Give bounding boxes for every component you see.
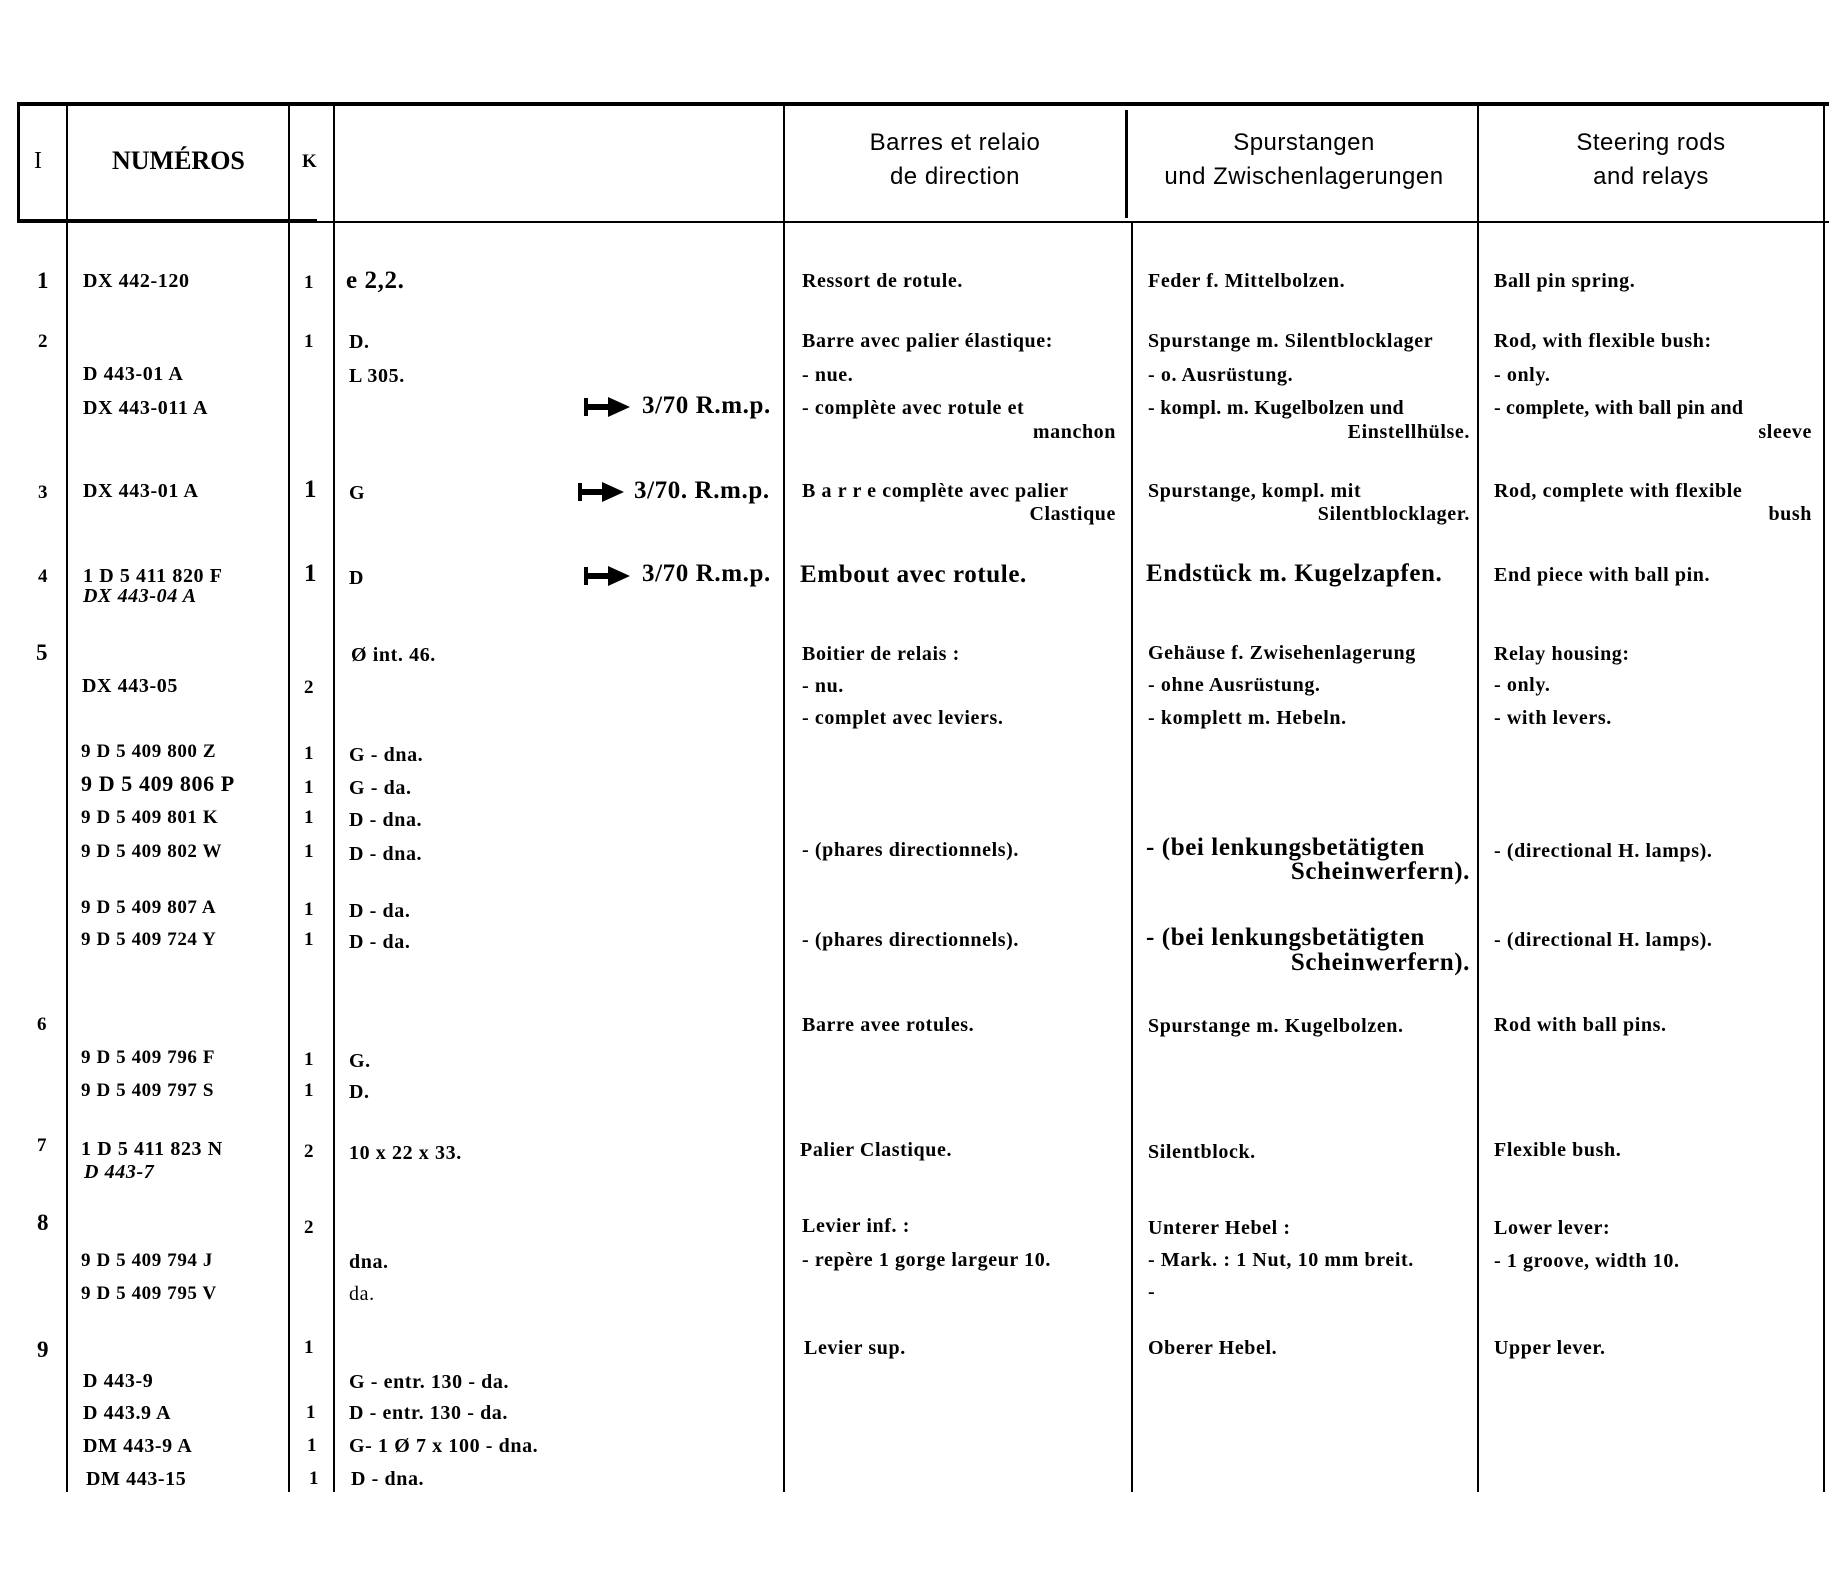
desc-fr: Levier sup. xyxy=(804,1337,906,1359)
note: da. xyxy=(349,1283,375,1305)
part-number: 9 D 5 409 724 Y xyxy=(81,929,217,950)
note: D - entr. 130 - da. xyxy=(349,1402,508,1424)
desc-en: - only. xyxy=(1494,674,1551,696)
part-number: 1 D 5 411 820 F xyxy=(83,565,223,587)
row-number: 4 xyxy=(38,566,49,587)
part-number: 9 D 5 409 796 F xyxy=(81,1047,216,1068)
desc-fr: - complète avec rotule et xyxy=(802,397,1025,419)
note: D - dna. xyxy=(351,1468,425,1490)
desc-fr: Levier inf. : xyxy=(802,1215,910,1237)
desc-en: - only. xyxy=(1494,364,1551,386)
desc-de: Silentblock. xyxy=(1148,1141,1256,1163)
modification-arrow-icon xyxy=(584,565,632,587)
col-divider-index xyxy=(66,102,68,1492)
quantity: 1 xyxy=(304,1049,315,1070)
desc-de-cont: Silentblocklager. xyxy=(1317,503,1470,525)
col-divider-fr-header xyxy=(1125,110,1128,218)
row-number: 9 xyxy=(37,1337,50,1362)
part-number: 9 D 5 409 802 W xyxy=(81,841,223,862)
header-fr-line1: Barres et relaio xyxy=(869,129,1041,156)
part-number: DX 442-120 xyxy=(83,270,190,292)
header-bottom-rule xyxy=(17,219,317,223)
modification-arrow-icon xyxy=(584,396,632,418)
desc-en: - with levers. xyxy=(1494,707,1612,729)
modification-date: 3/70 R.m.p. xyxy=(642,560,771,587)
part-number: D 443.9 A xyxy=(83,1402,172,1424)
desc-fr: Boitier de relais : xyxy=(802,643,960,665)
quantity: 1 xyxy=(304,476,318,503)
note: D. xyxy=(349,331,370,353)
col-divider-en xyxy=(1823,102,1825,1492)
note: 10 x 22 x 33. xyxy=(349,1142,462,1164)
desc-en: - (directional H. lamps). xyxy=(1494,840,1713,862)
desc-de: Spurstange m. Kugelbolzen. xyxy=(1148,1015,1404,1037)
header-en-line1: Steering rods xyxy=(1576,129,1726,156)
desc-fr: Ressort de rotule. xyxy=(802,270,963,292)
desc-de: - xyxy=(1148,1281,1156,1303)
header-k: K xyxy=(302,151,317,172)
part-number: DX 443-05 xyxy=(82,675,178,697)
desc-fr: Palier Clastique. xyxy=(800,1139,953,1161)
desc-en-cont: bush xyxy=(1768,503,1812,525)
desc-fr: - nue. xyxy=(802,364,854,386)
part-number: DX 443-01 A xyxy=(83,480,199,502)
row-number: 1 xyxy=(37,268,50,293)
note: D - dna. xyxy=(349,843,423,865)
row-number: 2 xyxy=(38,331,49,352)
desc-de: Feder f. Mittelbolzen. xyxy=(1148,270,1346,292)
desc-fr-cont: manchon xyxy=(1032,421,1116,443)
desc-de: - ohne Ausrüstung. xyxy=(1148,674,1321,696)
desc-en-cont: sleeve xyxy=(1758,421,1812,443)
note: D xyxy=(349,567,365,589)
part-number: 9 D 5 409 795 V xyxy=(81,1283,217,1304)
desc-fr: - (phares directionnels). xyxy=(802,839,1020,861)
quantity: 1 xyxy=(304,841,315,862)
desc-de: Endstück m. Kugelzapfen. xyxy=(1146,560,1443,587)
quantity: 2 xyxy=(304,1141,315,1162)
quantity: 1 xyxy=(306,1402,317,1423)
row-number: 3 xyxy=(38,482,49,503)
part-number: DM 443-15 xyxy=(86,1468,187,1490)
row-number: 6 xyxy=(37,1014,48,1035)
note: D - dna. xyxy=(349,809,423,831)
quantity: 1 xyxy=(309,1468,320,1489)
desc-fr-cont: Clastique xyxy=(1029,503,1116,525)
desc-en: Upper lever. xyxy=(1494,1337,1606,1359)
note: D - da. xyxy=(349,900,411,922)
quantity: 1 xyxy=(304,1080,315,1101)
quantity: 1 xyxy=(304,899,315,920)
desc-de: - o. Ausrüstung. xyxy=(1148,364,1294,386)
desc-de: Gehäuse f. Zwisehenlagerung xyxy=(1148,642,1416,664)
part-number: DM 443-9 A xyxy=(83,1435,193,1457)
desc-de: - kompl. m. Kugelbolzen und xyxy=(1148,397,1404,419)
note: G. xyxy=(349,1050,371,1072)
modification-date: 3/70 R.m.p. xyxy=(642,392,771,419)
part-number: 9 D 5 409 801 K xyxy=(81,807,219,828)
desc-en: End piece with ball pin. xyxy=(1494,564,1711,586)
note: e 2,2. xyxy=(346,267,405,294)
note: G - entr. 130 - da. xyxy=(349,1371,510,1393)
note: D. xyxy=(349,1081,370,1103)
desc-de: - (bei lenkungsbetätigten xyxy=(1146,924,1425,951)
header-de-line1: Spurstangen xyxy=(1233,129,1375,156)
desc-fr: B a r r e complète avec palier xyxy=(802,480,1069,502)
part-number: D 443-9 xyxy=(83,1370,154,1392)
desc-fr: Embout avec rotule. xyxy=(800,561,1027,588)
quantity: 1 xyxy=(304,1337,315,1358)
desc-fr: - nu. xyxy=(802,675,844,697)
quantity: 1 xyxy=(304,560,318,587)
col-divider-numbers xyxy=(288,102,290,1492)
part-number: 9 D 5 409 800 Z xyxy=(81,741,217,762)
note: G - da. xyxy=(349,777,412,799)
header-numbers: NUMÉROS xyxy=(112,146,245,175)
part-number: 9 D 5 409 806 P xyxy=(81,771,235,796)
col-divider-fr xyxy=(1131,221,1133,1492)
desc-de: Spurstange m. Silentblocklager xyxy=(1148,330,1434,352)
note: D - da. xyxy=(349,931,411,953)
note: L 305. xyxy=(349,365,405,387)
note: G xyxy=(349,482,366,504)
part-number: DX 443-011 A xyxy=(83,397,208,419)
quantity: 1 xyxy=(307,1435,318,1456)
quantity: 1 xyxy=(304,331,315,352)
desc-en: Rod, with flexible bush: xyxy=(1494,330,1712,352)
desc-de: Oberer Hebel. xyxy=(1148,1337,1278,1359)
part-number: 9 D 5 409 794 J xyxy=(81,1250,213,1271)
desc-en: - 1 groove, width 10. xyxy=(1494,1250,1680,1272)
desc-fr: Barre avee rotules. xyxy=(802,1014,975,1036)
part-number: D 443-01 A xyxy=(83,363,184,385)
desc-de: - Mark. : 1 Nut, 10 mm breit. xyxy=(1148,1249,1414,1271)
desc-en: Relay housing: xyxy=(1494,643,1630,665)
desc-fr: Barre avec palier élastique: xyxy=(802,330,1054,352)
row-number: 5 xyxy=(36,640,49,665)
col-divider-k xyxy=(333,102,335,1492)
header-index: I xyxy=(34,148,42,174)
desc-de: Unterer Hebel : xyxy=(1148,1217,1291,1239)
note: dna. xyxy=(349,1251,389,1273)
desc-de: - komplett m. Hebeln. xyxy=(1148,707,1347,729)
part-number: 1 D 5 411 823 N xyxy=(81,1138,223,1160)
header-bottom-rule-right xyxy=(317,221,1829,223)
part-number: 9 D 5 409 797 S xyxy=(81,1080,215,1101)
desc-de-cont: Scheinwerfern). xyxy=(1290,949,1470,976)
desc-fr: - complet avec leviers. xyxy=(802,707,1004,729)
quantity: 1 xyxy=(304,272,315,293)
quantity: 1 xyxy=(304,929,315,950)
desc-de-cont: Scheinwerfern). xyxy=(1290,858,1470,885)
desc-de: Spurstange, kompl. mit xyxy=(1148,480,1362,502)
row-number: 7 xyxy=(37,1135,48,1156)
desc-en: Lower lever: xyxy=(1494,1217,1611,1239)
col-divider-de xyxy=(1477,102,1479,1492)
desc-en: Rod with ball pins. xyxy=(1494,1014,1667,1036)
quantity: 1 xyxy=(304,743,315,764)
desc-de: - (bei lenkungsbetätigten xyxy=(1146,834,1425,861)
quantity: 1 xyxy=(304,777,315,798)
header-en-line2: and relays xyxy=(1593,163,1709,190)
desc-fr: - (phares directionnels). xyxy=(802,929,1020,951)
modification-date: 3/70. R.m.p. xyxy=(634,477,770,504)
col-divider-notes xyxy=(783,102,785,1492)
row-number: 8 xyxy=(37,1210,50,1235)
quantity: 2 xyxy=(304,677,315,698)
desc-en: Flexible bush. xyxy=(1494,1139,1622,1161)
modification-arrow-icon xyxy=(578,481,626,503)
header-de-line2: und Zwischenlagerungen xyxy=(1164,163,1444,190)
part-number: 9 D 5 409 807 A xyxy=(81,897,217,918)
header-fr-line2: de direction xyxy=(889,163,1021,190)
part-number-alt: D 443-7 xyxy=(84,1161,155,1183)
note: G- 1 Ø 7 x 100 - dna. xyxy=(349,1435,539,1457)
desc-en: Rod, complete with flexible xyxy=(1494,480,1743,502)
desc-de-cont: Einstellhülse. xyxy=(1347,421,1470,443)
part-number-alt: DX 443-04 A xyxy=(83,585,197,607)
col-divider-left-edge xyxy=(17,102,20,222)
desc-fr: - repère 1 gorge largeur 10. xyxy=(802,1249,1051,1271)
note: G - dna. xyxy=(349,744,424,766)
quantity: 2 xyxy=(304,1217,315,1238)
desc-en: - (directional H. lamps). xyxy=(1494,929,1713,951)
desc-en: Ball pin spring. xyxy=(1494,270,1636,292)
note: Ø int. 46. xyxy=(351,644,436,666)
quantity: 1 xyxy=(304,807,315,828)
desc-en: - complete, with ball pin and xyxy=(1494,397,1744,419)
